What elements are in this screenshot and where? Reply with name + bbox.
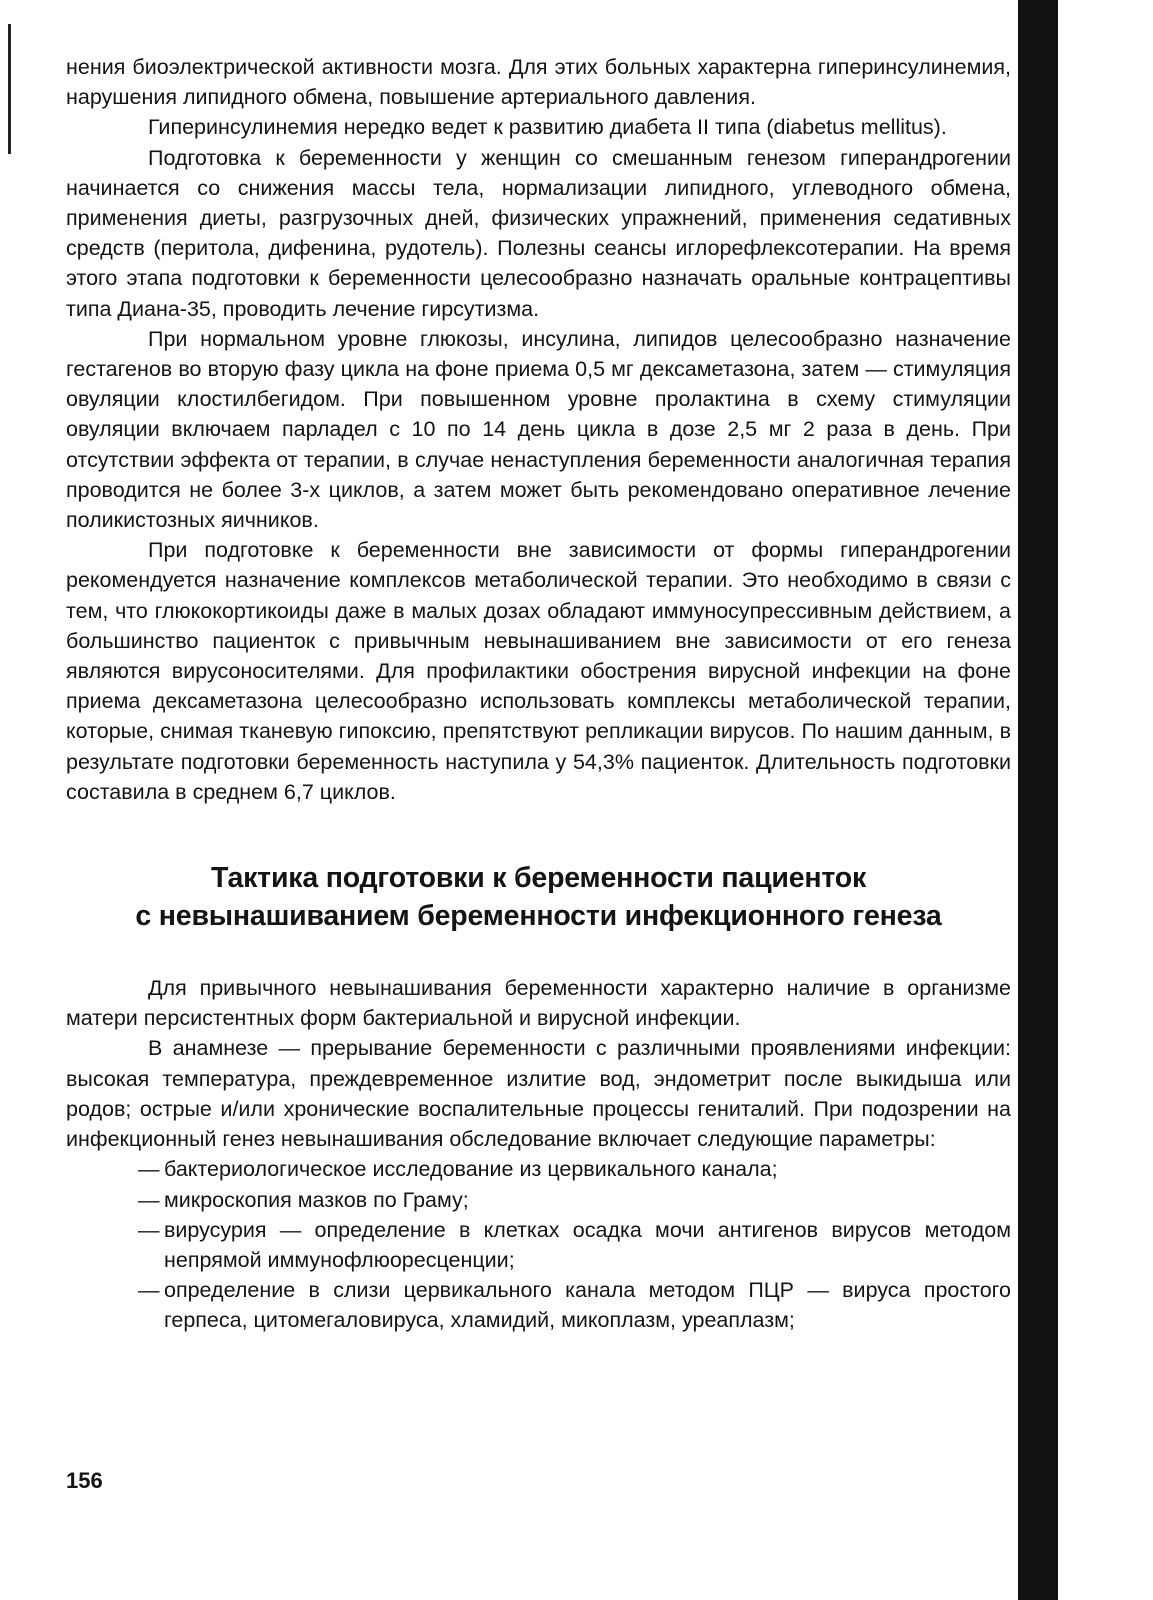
scan-shadow-bar — [1018, 0, 1038, 1600]
section-heading-line-1: Тактика подготовки к беременности пациенток — [210, 862, 867, 895]
section-heading-line-2: с невынашиванием беременности инфекционного генеза — [135, 900, 942, 933]
paragraph-3: Подготовка к беременности у женщин со смешанным генезом гиперандрогении начинается со снижения массы тела, нормализации липидного, углеводного обмена, применения диеты, разгрузочных дней, физических упражнений, применения седативных средств (перитола, дифенина, рудотель). Полезны сеансы иглорефлексотерапии. На время этого этапа подготовки к беременности целесообразно назначать оральные контрацептивы типа Диана-35, проводить лечение гирсутизма. — [66, 145, 1011, 321]
dash-bullet: — — [138, 1217, 160, 1242]
top-paragraphs — [66, 52, 1011, 807]
paragraph-2: Гиперинсулинемия нередко ведет к развитию диабета II типа (diabetus mellitus). — [148, 115, 947, 140]
paragraph-7: В анамнезе — прерывание беременности с различными проявлениями инфекции: высокая температура, преждевременное излитие вод, эндометрит после выкидыша или родов; острые и/или хронические воспалительные процессы гениталий. При подозрении на инфекционный генез невынашивания обследование включает следующие параметры: — [66, 1036, 1011, 1152]
list-item — [66, 1275, 1011, 1335]
paragraph-5: При подготовке к беременности вне зависимости от формы гиперандрогении рекомендуется назначение комплексов метаболической терапии. Это необходимо в связи с тем, что глюкокортикоиды даже в малых дозах обладают иммуносупрессивным действием, а большинство пациенток с привычным невынашиванием вне зависимости от его генеза являются вирусоносителями. Для профилактики обострения вирусной инфекции на фоне приема дексаметазона целесообразно использовать комплексы метаболической терапии, которые, снимая тканевую гипоксию, препятствуют репликации вирусов. По нашим данным, в результате подготовки беременность наступила у 54,3% пациенток. Длительность подготовки составила в среднем 6,7 циклов. — [66, 538, 1011, 804]
list-item — [66, 1215, 1011, 1275]
scan-shadow-bar-outer — [1036, 0, 1058, 1600]
dash-bullet: — — [138, 1187, 160, 1212]
list-item-text: микроскопия мазков по Граму; — [164, 1187, 469, 1212]
list-item — [66, 1154, 1011, 1184]
list-item-text: бактериологическое исследование из цервикального канала; — [164, 1157, 778, 1182]
section-paragraphs — [66, 973, 1011, 1154]
document-page — [66, 52, 1011, 1336]
page-number: 156 — [66, 1468, 103, 1493]
section-heading — [66, 859, 1011, 935]
dash-bullet: — — [138, 1157, 160, 1182]
examination-list — [66, 1154, 1011, 1335]
list-item-text: определение в слизи цервикального канала методом ПЦР — вируса простого герпеса, цитомегаловируса, хламидий, микоплазм, уреаплазм; — [164, 1278, 1011, 1333]
paragraph-4: При нормальном уровне глюкозы, инсулина, липидов целесообразно назначение гестагенов во вторую фазу цикла на фоне приема 0,5 мг дексаметазона, затем — стимуляция овуляции клостилбегидом. При повышенном уровне пролактина в схему стимуляции овуляции включаем парладел с 10 по 14 день цикла в дозе 2,5 мг 2 раза в день. При отсутствии эффекта от терапии, в случае ненаступления беременности аналогичная терапия проводится не более 3-х циклов, а затем может быть рекомендовано оперативное лечение поликистозных яичников. — [66, 326, 1011, 533]
list-item — [66, 1185, 1011, 1215]
paragraph-6: Для привычного невынашивания беременности характерно наличие в организме матери персистентных форм бактериальной и вирусной инфекции. — [66, 976, 1011, 1031]
list-item-text: вирусурия — определение в клетках осадка мочи антигенов вирусов методом непрямой иммунофлюоресценции; — [164, 1217, 1011, 1272]
dash-bullet: — — [138, 1278, 160, 1303]
scan-edge-mark — [8, 24, 11, 154]
paragraph-1: нения биоэлектрической активности мозга. Для этих больных характерна гиперинсулинемия, нарушения липидного обмена, повышение артериального давления. — [66, 55, 1011, 110]
